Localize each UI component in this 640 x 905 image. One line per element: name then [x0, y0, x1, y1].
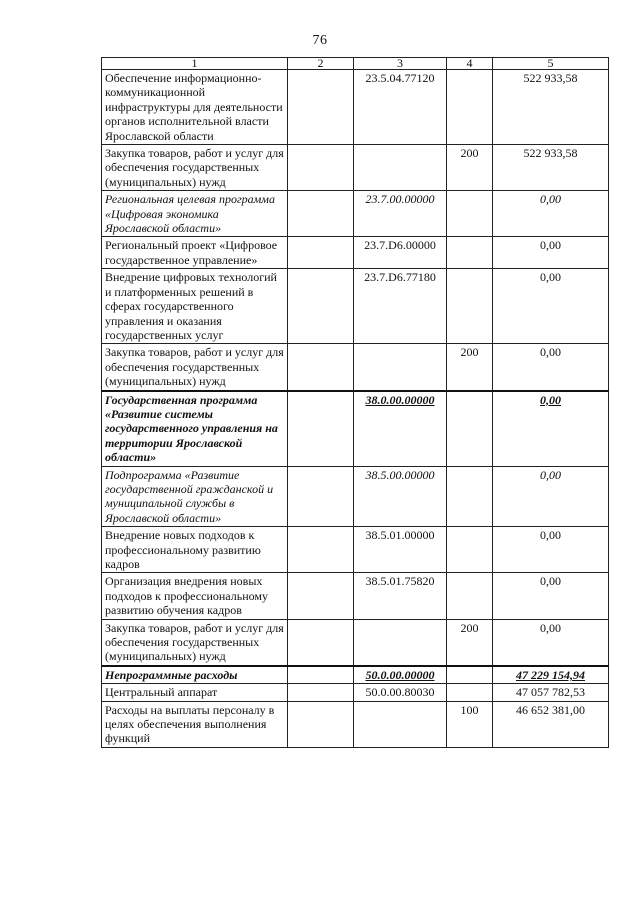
cell-column-2 — [288, 527, 354, 573]
cell-amount — [493, 269, 609, 344]
cell-amount-text: 0,00 — [540, 270, 561, 285]
cell-name-text: Региональный проект «Цифровое государственное управление» — [105, 238, 278, 267]
cell-expense-type-text: 200 — [460, 345, 479, 360]
cell-amount — [493, 666, 609, 684]
cell-expense-type — [447, 466, 493, 527]
cell-name — [102, 269, 288, 344]
cell-amount — [493, 527, 609, 573]
header-col-5: 5 — [493, 58, 609, 70]
cell-name — [102, 527, 288, 573]
cell-amount — [493, 237, 609, 269]
cell-target-code — [354, 466, 447, 527]
cell-name-text: Внедрение новых подходов к профессиональному развитию кадров — [105, 528, 261, 571]
cell-name-text: Закупка товаров, работ и услуг для обеспечения государственных (муниципальных) нужд — [105, 146, 284, 189]
cell-column-2 — [288, 684, 354, 701]
cell-amount — [493, 70, 609, 145]
cell-column-2 — [288, 70, 354, 145]
cell-amount-text: 47 057 782,53 — [516, 685, 585, 700]
cell-expense-type — [447, 666, 493, 684]
cell-amount — [493, 191, 609, 237]
cell-target-code — [354, 191, 447, 237]
table-row — [102, 70, 609, 145]
cell-expense-type — [447, 237, 493, 269]
cell-amount-text: 0,00 — [540, 467, 561, 482]
cell-amount-text: 522 933,58 — [523, 146, 578, 161]
cell-amount-text: 0,00 — [540, 345, 561, 360]
budget-table — [101, 57, 609, 748]
cell-amount — [493, 466, 609, 527]
cell-expense-type — [447, 684, 493, 701]
cell-name-text: Центральный аппарат — [105, 685, 218, 700]
cell-expense-type-text: 100 — [460, 702, 479, 717]
cell-amount-text: 522 933,58 — [523, 71, 578, 85]
cell-name-text: Государственная программа «Развитие системы государственного управления на территории Ярославской области» — [105, 392, 278, 465]
table-row — [102, 344, 609, 391]
cell-name-text: Подпрограмма «Развитие государственной гражданской и муниципальной службы в Ярославской области» — [105, 467, 274, 525]
header-col-3: 3 — [354, 58, 447, 70]
cell-column-2 — [288, 344, 354, 391]
cell-amount-text: 0,00 — [540, 620, 561, 635]
table-body — [102, 70, 609, 748]
cell-expense-type — [447, 344, 493, 391]
table-header — [102, 58, 609, 70]
cell-amount-text: 0,00 — [540, 528, 561, 543]
cell-column-2 — [288, 191, 354, 237]
cell-target-code-text: 23.7.00.00000 — [365, 192, 435, 207]
cell-amount-text: 0,00 — [540, 574, 561, 589]
cell-name — [102, 619, 288, 666]
cell-name-text: Непрограммные расходы — [105, 667, 238, 682]
cell-expense-type-text: 200 — [460, 620, 479, 635]
cell-column-2 — [288, 237, 354, 269]
cell-amount-text: 0,00 — [540, 392, 561, 407]
cell-target-code — [354, 145, 447, 191]
cell-name — [102, 466, 288, 527]
header-row — [102, 58, 609, 70]
cell-column-2 — [288, 701, 354, 747]
cell-name — [102, 237, 288, 269]
cell-column-2 — [288, 466, 354, 527]
cell-amount — [493, 701, 609, 747]
cell-name-text: Расходы на выплаты персоналу в целях обеспечения выполнения функций — [105, 702, 275, 746]
table-row — [102, 466, 609, 527]
cell-target-code — [354, 391, 447, 467]
cell-name — [102, 666, 288, 684]
cell-target-code-text: 50.0.00.00000 — [365, 667, 435, 682]
cell-amount — [493, 684, 609, 701]
cell-target-code — [354, 70, 447, 145]
cell-column-2 — [288, 269, 354, 344]
cell-name-text: Обеспечение информационно-коммуникационной инфраструктуры для деятельности органов исполнительной власти Ярославской области — [105, 71, 283, 143]
table-row — [102, 573, 609, 619]
page-number: 76 — [312, 33, 328, 48]
cell-name — [102, 70, 288, 145]
cell-amount-text: 47 229 154,94 — [516, 667, 585, 682]
cell-target-code-text: 23.7.D6.00000 — [364, 238, 436, 253]
cell-target-code-text: 23.7.D6.77180 — [364, 270, 436, 285]
cell-target-code — [354, 684, 447, 701]
cell-name-text: Организация внедрения новых подходов к профессиональному развитию обучения кадров — [105, 574, 268, 618]
header-col-2: 2 — [288, 58, 354, 70]
cell-column-2 — [288, 573, 354, 619]
cell-amount — [493, 391, 609, 467]
cell-expense-type — [447, 619, 493, 666]
cell-target-code — [354, 619, 447, 666]
cell-expense-type — [447, 145, 493, 191]
table-row — [102, 145, 609, 191]
table-row — [102, 527, 609, 573]
table-row — [102, 701, 609, 747]
cell-amount — [493, 344, 609, 391]
cell-name — [102, 684, 288, 701]
cell-name — [102, 701, 288, 747]
cell-amount — [493, 573, 609, 619]
cell-amount-text: 46 652 381,00 — [516, 702, 585, 717]
table-row — [102, 684, 609, 701]
table-row — [102, 237, 609, 269]
cell-amount-text: 0,00 — [540, 238, 561, 253]
cell-name-text: Внедрение цифровых технологий и платформенных решений в сферах государственного управления и оказания государственных услуг — [105, 270, 277, 342]
cell-amount — [493, 619, 609, 666]
cell-column-2 — [288, 666, 354, 684]
cell-name — [102, 191, 288, 237]
cell-expense-type — [447, 191, 493, 237]
cell-name-text: Региональная целевая программа «Цифровая экономика Ярославской области» — [105, 192, 275, 236]
cell-target-code-text: 23.5.04.77120 — [365, 71, 435, 85]
cell-amount-text: 0,00 — [540, 192, 561, 207]
cell-name — [102, 344, 288, 391]
cell-column-2 — [288, 619, 354, 666]
cell-expense-type — [447, 573, 493, 619]
cell-target-code — [354, 344, 447, 391]
table-row — [102, 191, 609, 237]
cell-target-code — [354, 237, 447, 269]
table-row — [102, 269, 609, 344]
cell-name — [102, 391, 288, 467]
cell-name — [102, 145, 288, 191]
cell-target-code — [354, 527, 447, 573]
cell-name — [102, 573, 288, 619]
cell-column-2 — [288, 391, 354, 467]
cell-expense-type — [447, 701, 493, 747]
cell-expense-type — [447, 527, 493, 573]
cell-column-2 — [288, 145, 354, 191]
cell-target-code — [354, 701, 447, 747]
cell-name-text: Закупка товаров, работ и услуг для обеспечения государственных (муниципальных) нужд — [105, 620, 284, 664]
cell-expense-type-text: 200 — [460, 146, 479, 161]
cell-name-text: Закупка товаров, работ и услуг для обеспечения государственных (муниципальных) нужд — [105, 345, 284, 389]
table-row — [102, 619, 609, 666]
table-row — [102, 666, 609, 684]
table-row — [102, 391, 609, 467]
cell-amount — [493, 145, 609, 191]
cell-target-code-text: 38.0.00.00000 — [365, 392, 435, 407]
cell-target-code-text: 38.5.00.00000 — [365, 467, 435, 482]
cell-expense-type — [447, 391, 493, 467]
cell-target-code-text: 38.5.01.00000 — [365, 528, 435, 543]
cell-target-code-text: 38.5.01.75820 — [365, 574, 435, 589]
cell-target-code — [354, 666, 447, 684]
cell-target-code — [354, 573, 447, 619]
cell-target-code — [354, 269, 447, 344]
header-col-4: 4 — [447, 58, 493, 70]
cell-expense-type — [447, 70, 493, 145]
cell-target-code-text: 50.0.00.80030 — [365, 685, 435, 700]
cell-expense-type — [447, 269, 493, 344]
header-col-1: 1 — [102, 58, 288, 70]
